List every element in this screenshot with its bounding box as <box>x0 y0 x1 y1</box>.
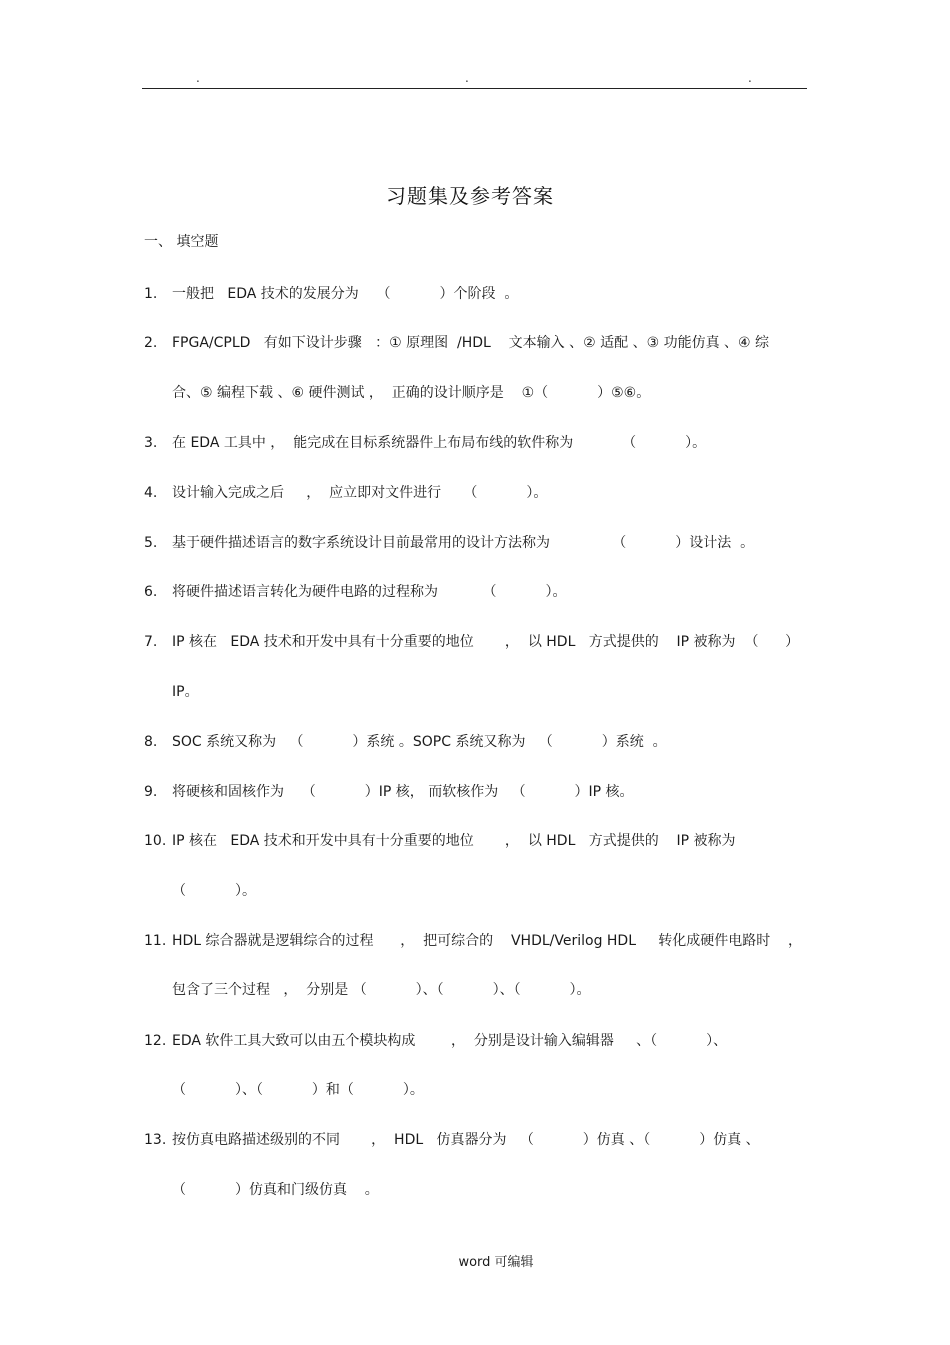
question-text-continued: 合、⑤ 编程下载 、⑥ 硬件测试 ， 正确的设计顺序是 ①（ ）⑤⑥。 <box>172 385 651 401</box>
question-item <box>144 534 754 552</box>
question-number: 2. <box>144 335 158 351</box>
question-item <box>144 932 802 950</box>
question-number: 6. <box>144 584 158 600</box>
question-item <box>144 484 547 502</box>
question-item <box>144 832 736 850</box>
header-rule <box>142 88 807 89</box>
question-item <box>144 1131 760 1149</box>
question-item <box>144 583 566 601</box>
question-text: HDL 综合器就是逻辑综合的过程 ， 把可综合的 VHDL/Verilog HDL 转化成硬件电路时 ， <box>172 933 803 949</box>
question-text: 在 EDA 工具中 ， 能完成在目标系统器件上布局布线的软件称为 （ ）。 <box>172 435 707 451</box>
question-number: 8. <box>144 734 158 750</box>
question-text: 将硬核和固核作为 （ ）IP 核， 而软核作为 （ ）IP 核。 <box>172 784 634 800</box>
question-number: 7. <box>144 634 158 650</box>
header-mark: . <box>748 71 752 85</box>
question-text: EDA 软件工具大致可以由五个模块构成 ， 分别是设计输入编辑器 、（ ）、 <box>172 1033 728 1049</box>
document-title: 习题集及参考答案 <box>386 184 554 208</box>
question-text-continued: IP。 <box>172 684 199 700</box>
question-item <box>144 633 799 651</box>
question-number: 11. <box>144 933 167 949</box>
page-header-marks <box>142 72 807 86</box>
question-text: IP 核在 EDA 技术和开发中具有十分重要的地位 ， 以 HDL 方式提供的 IP 被称为 <box>172 833 736 849</box>
question-text: 一般把 EDA 技术的发展分为 （ ）个阶段 。 <box>172 286 519 302</box>
question-text: SOC 系统又称为 （ ）系统 。SOPC 系统又称为 （ ）系统 。 <box>172 734 667 750</box>
question-number: 9. <box>144 784 158 800</box>
question-number: 4. <box>144 485 158 501</box>
question-text: FPGA/CPLD 有如下设计步骤 ：① 原理图 /HDL 文本输入 、② 适配 、③ 功能仿真 、④ 综 <box>172 335 770 351</box>
question-text-continued: （ ）、（ ）和（ ）。 <box>172 1082 424 1098</box>
question-item <box>144 783 634 801</box>
question-number: 13. <box>144 1132 167 1148</box>
question-text-continued: （ ）。 <box>172 883 256 899</box>
question-number: 10. <box>144 833 167 849</box>
question-item <box>144 733 667 751</box>
question-text: 按仿真电路描述级别的不同 ， HDL 仿真器分为 （ ）仿真 、（ ）仿真 、 <box>172 1132 760 1148</box>
question-number: 3. <box>144 435 158 451</box>
question-number: 5. <box>144 535 158 551</box>
question-text-continued: （ ）仿真和门级仿真 。 <box>172 1182 379 1198</box>
question-item <box>144 434 706 452</box>
question-text: 基于硬件描述语言的数字系统设计目前最常用的设计方法称为 （ ）设计法 。 <box>172 535 755 551</box>
question-number: 12. <box>144 1033 167 1049</box>
question-item <box>144 285 518 303</box>
question-item <box>144 334 769 352</box>
question-item <box>144 1032 727 1050</box>
question-number: 1. <box>144 286 158 302</box>
page-footer: word 可编辑 <box>458 1255 534 1270</box>
question-text: 设计输入完成之后 ， 应立即对文件进行 （ ）。 <box>172 485 548 501</box>
section-heading: 一、 填空题 <box>144 234 219 250</box>
question-text: IP 核在 EDA 技术和开发中具有十分重要的地位 ， 以 HDL 方式提供的 IP 被称为 （ ） <box>172 634 800 650</box>
header-mark: . <box>196 71 200 85</box>
question-text: 将硬件描述语言转化为硬件电路的过程称为 （ ）。 <box>172 584 567 600</box>
question-text-continued: 包含了三个过程 ， 分别是 （ ）、（ ）、（ ）。 <box>172 982 591 998</box>
header-mark: . <box>465 71 469 85</box>
